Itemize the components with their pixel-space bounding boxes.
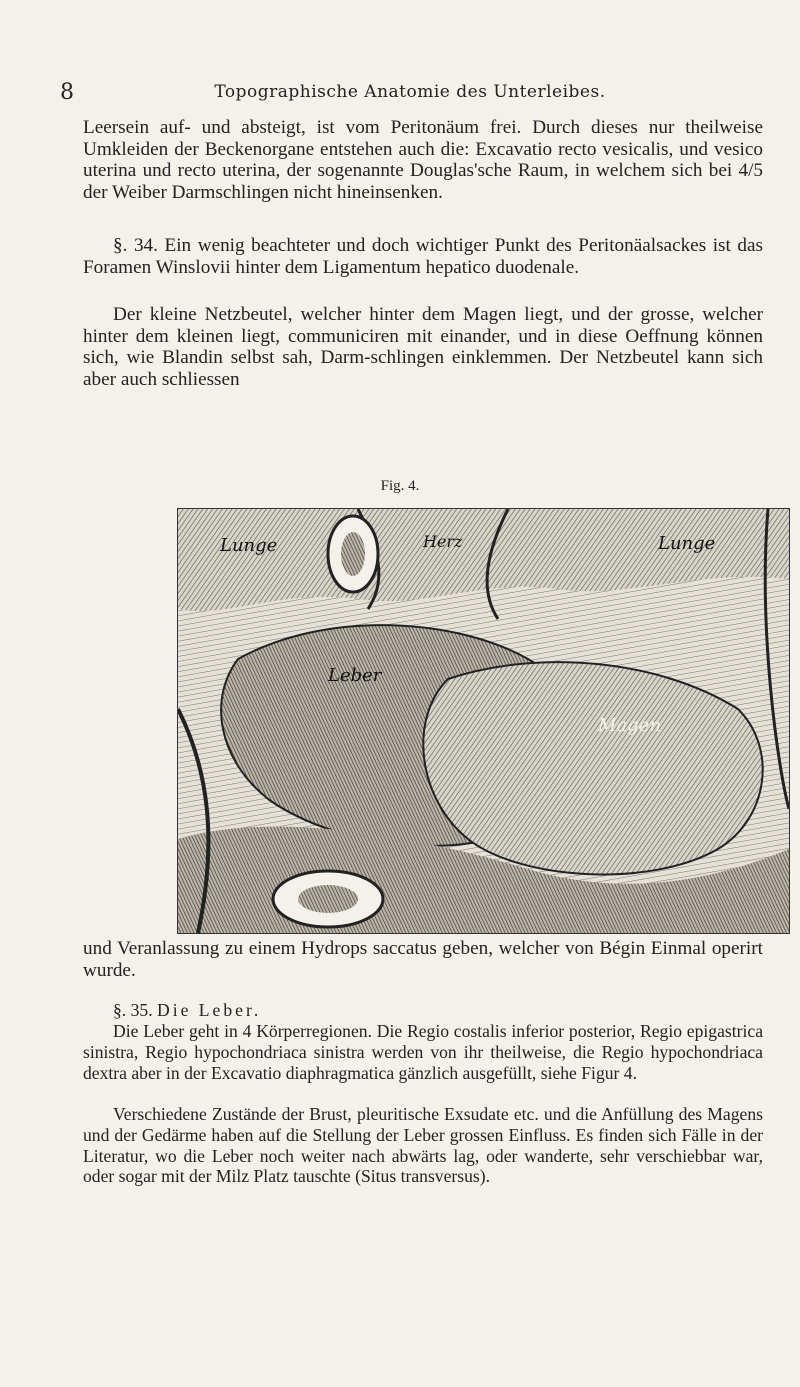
figure-label-lunge-right: Lunge bbox=[658, 533, 716, 554]
anatomical-figure bbox=[177, 508, 790, 934]
figure-label-magen: Magen bbox=[598, 715, 661, 736]
running-head bbox=[60, 80, 760, 110]
running-title: Topographische Anatomie des Unterleibes. bbox=[214, 82, 606, 102]
paragraph-leber-zustande: Verschiedene Zustände der Brust, pleuritische Exsudate etc. und die Anfüllung des Magens und der Gedärme haben auf die Stellung der Leber grossen Einfluss. Es finden sich Fälle in der Literatur, wo die Leber noch weiter nach abwärts lag, oder wanderte, sehr verschiebbar war, oder sogar mit der Milz Platz tauschte (Situs transversus). bbox=[83, 1104, 763, 1187]
section-title: Die Leber. bbox=[157, 1000, 262, 1020]
section-number: §. 35. bbox=[113, 1000, 153, 1020]
section-35-heading bbox=[83, 1000, 763, 1021]
paragraph-1: Leersein auf- und absteigt, ist vom Peritonäum frei. Durch dieses nur theilweise Umkleiden der Beckenorgane entstehen auch die: Excavatio recto vesicalis, und vesico uterina und recto uterina, der sogenannte Douglas'sche Raum, in welchem sich bei 4/5 der Weiber Darmschlingen nicht hineinsenken. bbox=[83, 117, 763, 203]
paragraph-netzbeutel: Der kleine Netzbeutel, welcher hinter dem Magen liegt, und der grosse, welcher hinter dem kleinen liegt, communiciren mit einander, und in diese Oeffnung können sich, wie Blandin selbst sah, Darm-schlingen einklemmen. Der Netzbeutel kann sich aber auch schliessen bbox=[83, 304, 763, 390]
page-number: 8 bbox=[60, 80, 74, 105]
figure-illustration bbox=[178, 509, 789, 933]
paragraph-hydrops: und Veranlassung zu einem Hydrops saccatus geben, welcher von Bégin Einmal operirt wurde. bbox=[83, 938, 763, 981]
figure-caption: Fig. 4. bbox=[380, 478, 420, 494]
figure-label-leber: Leber bbox=[328, 665, 382, 686]
figure-label-lunge-left: Lunge bbox=[220, 535, 278, 556]
paragraph-section-34: §. 34. Ein wenig beachteter und doch wichtiger Punkt des Peritonäalsackes ist das Foramen Winslovii hinter dem Ligamentum hepatico duodenale. bbox=[83, 235, 763, 278]
figure-label-herz: Herz bbox=[423, 532, 463, 551]
paragraph-leber-regions: Die Leber geht in 4 Körperregionen. Die Regio costalis inferior posterior, Regio epigastrica sinistra, Regio hypochondriaca sinistra werden von ihr theilweise, die Regio hypochondriaca dextra aber in der Excavatio diaphragmatica gänzlich ausgefüllt, siehe Figur 4. bbox=[83, 1021, 763, 1083]
